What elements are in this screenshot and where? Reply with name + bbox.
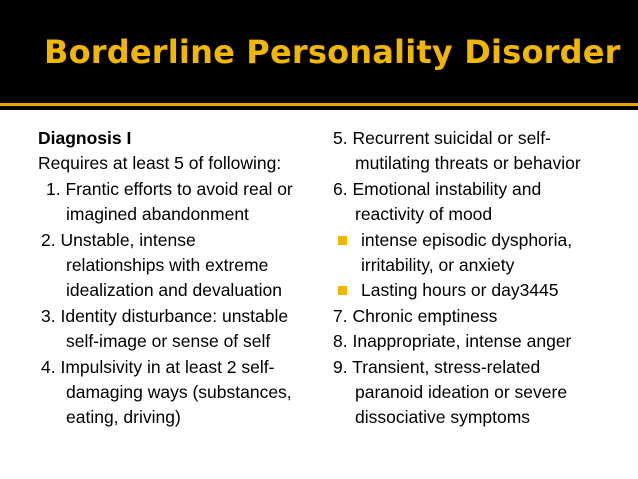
bullet-text: Lasting hours or day3445 — [361, 280, 559, 301]
criterion-text: reactivity of mood — [355, 204, 493, 225]
square-bullet-icon — [338, 236, 347, 245]
bullet-item-2 — [333, 278, 633, 303]
criterion-text: Inappropriate, intense anger — [352, 331, 572, 352]
criterion-text: Transient, stress-related — [352, 356, 541, 377]
criterion-item-1 — [38, 177, 338, 228]
criterion-text: self-image or sense of self — [66, 331, 271, 352]
square-bullet-icon — [338, 286, 347, 295]
criterion-text: paranoid ideation or severe — [355, 381, 568, 402]
criteria-intro: Requires at least 5 of following: — [38, 153, 282, 174]
slide-title: Borderline Personality Disorder — [44, 33, 621, 71]
left-column — [38, 126, 338, 431]
criterion-number: 7. — [333, 305, 348, 326]
criterion-text: Frantic efforts to avoid real or — [65, 178, 293, 199]
criterion-number: 8. — [333, 331, 348, 352]
criterion-number: 6. — [333, 178, 348, 199]
criterion-item-6 — [333, 177, 633, 228]
criterion-text: Recurrent suicidal or self- — [352, 128, 551, 148]
criterion-number: 9. — [333, 356, 348, 377]
criterion-item-9 — [333, 355, 633, 431]
criterion-item-2 — [38, 228, 338, 304]
criterion-text: dissociative symptoms — [355, 407, 531, 428]
criterion-text: Chronic emptiness — [352, 305, 498, 326]
criterion-text: eating, driving) — [66, 407, 181, 428]
bullet-text: intense episodic dysphoria, — [361, 229, 573, 250]
criterion-number: 3. — [41, 305, 56, 326]
criterion-item-7 — [333, 304, 633, 329]
criterion-text: damaging ways (substances, — [66, 381, 292, 402]
criterion-text: Emotional instability and — [352, 178, 542, 199]
criterion-text: Identity disturbance: unstable — [60, 305, 289, 326]
criterion-item-5 — [333, 126, 633, 177]
title-underline — [0, 103, 638, 106]
criterion-text: Impulsivity in at least 2 self- — [60, 356, 275, 377]
criterion-text: mutilating threats or behavior — [355, 153, 581, 174]
criterion-text: imagined abandonment — [66, 204, 249, 225]
bullet-item-1 — [333, 228, 633, 279]
right-column — [333, 126, 633, 431]
criterion-item-4 — [38, 355, 338, 431]
criterion-text: relationships with extreme — [66, 254, 269, 275]
diagnosis-heading: Diagnosis I — [38, 128, 132, 148]
criterion-text: Unstable, intense — [60, 229, 196, 250]
criterion-number: 2. — [41, 229, 56, 250]
criterion-number: 1. — [46, 178, 61, 199]
criterion-item-8 — [333, 329, 633, 354]
bullet-text: irritability, or anxiety — [361, 254, 515, 275]
criterion-number: 4. — [41, 356, 56, 377]
criterion-number: 5. — [333, 128, 348, 148]
criterion-text: idealization and devaluation — [66, 280, 282, 301]
criterion-item-3 — [38, 304, 338, 355]
